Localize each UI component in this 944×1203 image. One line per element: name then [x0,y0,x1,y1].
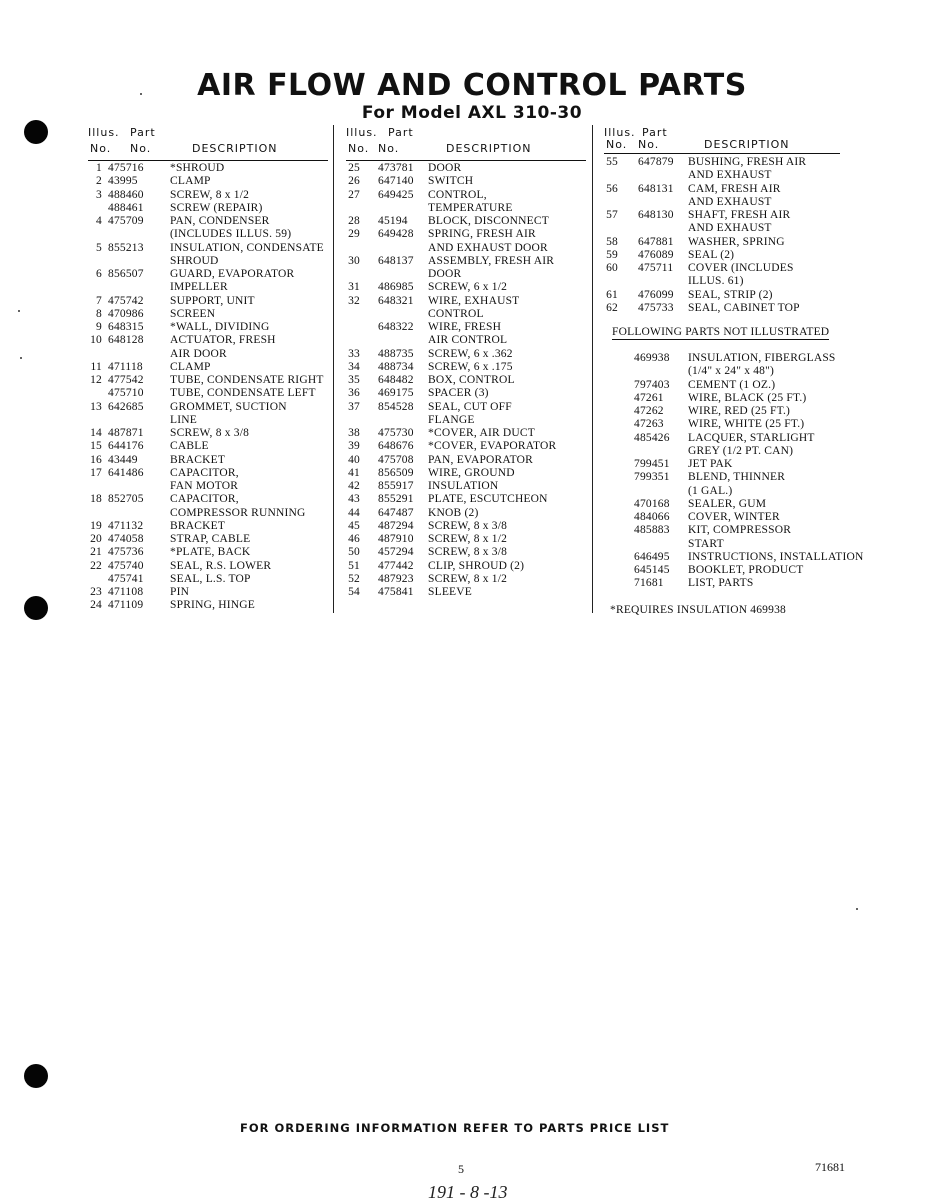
illus-number: 44 [348,506,360,519]
illus-number: 10 [90,334,102,347]
part-number: 856509 [378,466,414,479]
illus-number: 4 [96,215,102,227]
header-no: No. [606,138,628,151]
part-description: STRAP, CABLE [170,533,251,545]
part-number: 644176 [108,440,144,453]
part-description: SHAFT, FRESH AIR [688,209,791,221]
part-description: CLIP, SHROUD (2) [428,559,525,572]
part-number: 488460 [108,188,144,201]
part-description: WIRE, FRESH [428,321,502,333]
part-description: PAN, EVAPORATOR [428,453,534,466]
part-description: TUBE, CONDENSATE LEFT [170,387,316,400]
part-number: 475741 [108,572,144,585]
part-description: COVER, WINTER [688,511,780,523]
part-number: 649428 [378,228,414,241]
header-part: Part [642,126,668,139]
part-description: WIRE, RED (25 FT.) [688,405,791,417]
header-no: No. [90,142,112,155]
part-description: FAN MOTOR [170,480,239,492]
part-number: 645145 [634,564,670,576]
illus-number: 54 [348,586,360,598]
part-number: 797403 [634,378,670,391]
part-number: 43995 [108,175,138,188]
part-description: *SHROUD [170,162,225,174]
part-number: 799451 [634,458,670,470]
part-description: GUARD, EVAPORATOR [170,268,295,280]
part-number: 648482 [378,374,414,386]
part-description: BLEND, THINNER [688,471,786,484]
part-description: PLATE, ESCUTCHEON [428,493,548,506]
illus-number: 38 [348,427,360,439]
illus-number: 26 [348,175,360,188]
illus-number: 12 [90,374,102,386]
illus-number: 15 [90,440,102,453]
part-number: 473781 [378,162,414,174]
part-description: SCREEN [170,307,216,320]
illus-number: 11 [90,360,102,373]
part-description: SCREW, 8 x 1/2 [428,572,508,585]
header-description: DESCRIPTION [446,142,532,155]
part-description: SCREW, 8 x 1/2 [170,188,250,201]
part-description: *WALL, DIVIDING [170,321,270,333]
part-number: 648130 [638,209,674,221]
header-rule [346,160,586,161]
part-description: INSTRUCTIONS, INSTALLATION [688,550,864,563]
header-illus: Illus. [604,126,636,139]
part-description: COMPRESSOR RUNNING [170,506,306,519]
illus-number: 13 [90,400,102,413]
header-rule [604,153,840,154]
not-illustrated-heading: FOLLOWING PARTS NOT ILLUSTRATED [612,326,830,338]
illus-number: 14 [90,427,102,439]
part-number: 476089 [638,248,674,261]
part-description: BUSHING, FRESH AIR [688,156,807,168]
part-number: 642685 [108,400,144,413]
part-number: 648131 [638,182,674,195]
part-description: DOOR [428,162,462,174]
part-number: 648137 [378,254,414,267]
illus-number: 19 [90,519,102,532]
illus-number: 45 [348,519,360,532]
speck [18,310,20,312]
part-description: LINE [170,413,197,426]
part-description: KIT, COMPRESSOR [688,524,792,537]
part-number: 647140 [378,175,414,188]
part-description: COVER (INCLUDES [688,262,794,274]
illus-number: 22 [90,559,102,572]
speck [856,908,858,910]
part-description: LACQUER, STARLIGHT [688,431,815,444]
illus-number: 58 [606,235,618,248]
binder-hole-middle [24,596,48,620]
header-description: DESCRIPTION [704,138,790,151]
part-description: AND EXHAUST DOOR [428,241,548,254]
part-description: TUBE, CONDENSATE RIGHT [170,374,324,386]
illus-number: 46 [348,533,360,545]
part-number: 854528 [378,400,414,413]
part-description: *PLATE, BACK [170,546,251,559]
parts-column-1 [88,126,328,612]
illus-number: 34 [348,360,360,373]
part-number: 647879 [638,156,674,168]
part-description: SPRING, FRESH AIR [428,228,536,241]
part-number: 475710 [108,387,144,400]
part-number: 470986 [108,307,144,320]
illus-number: 51 [348,559,360,572]
illus-number: 37 [348,400,360,413]
part-description: INSULATION [428,480,499,492]
part-description: AND EXHAUST [688,222,772,235]
illus-number: 36 [348,387,360,400]
part-description: SCREW (REPAIR) [170,201,263,214]
illus-number: 2 [96,175,102,188]
column-divider [333,125,334,613]
part-number: 47262 [634,405,664,417]
part-number: 474058 [108,533,144,545]
header-rule [88,160,328,161]
part-number: 488734 [378,360,414,373]
part-description: SWITCH [428,175,474,188]
part-number: 647881 [638,235,674,248]
part-number: 71681 [634,577,664,590]
part-description: CAM, FRESH AIR [688,182,781,195]
header-description: DESCRIPTION [192,142,278,155]
part-description: START [688,537,724,550]
illus-number: 7 [96,294,102,307]
part-description: LIST, PARTS [688,577,754,590]
part-number: 477542 [108,374,144,386]
part-number: 475716 [108,162,144,174]
part-number: 799351 [634,471,670,484]
part-number: 475733 [638,301,674,314]
illus-number: 55 [606,156,618,168]
part-number: 856507 [108,268,144,280]
illus-number: 9 [96,321,102,333]
part-description: INSULATION, FIBERGLASS [688,352,836,364]
part-description: SEAL, CUT OFF [428,400,512,413]
part-number: 43449 [108,453,138,466]
part-number: 477442 [378,559,414,572]
part-number: 852705 [108,493,144,506]
illus-number: 16 [90,453,102,466]
part-description: (1 GAL.) [688,484,733,497]
part-number: 486985 [378,281,414,294]
part-number: 485883 [634,524,670,537]
part-number: 475708 [378,453,414,466]
part-description: CAPACITOR, [170,466,239,479]
part-description: BRACKET [170,453,226,466]
part-description: SEAL (2) [688,248,735,261]
part-number: 641486 [108,466,144,479]
illus-number: 62 [606,301,618,314]
illus-number: 42 [348,480,360,492]
header-part: Part [130,126,156,139]
part-description: BRACKET [170,519,226,532]
part-number: 475730 [378,427,414,439]
part-description: SEAL, CABINET TOP [688,301,800,314]
part-description: AIR CONTROL [428,334,508,347]
part-description: AND EXHAUST [688,195,772,208]
part-description: DOOR [428,268,462,280]
part-number: 488461 [108,201,144,214]
part-description: SCREW, 8 x 3/8 [170,427,250,439]
part-number: 471132 [108,519,144,532]
document-number: 71681 [815,1160,845,1174]
part-description: INSULATION, CONDENSATE [170,241,324,254]
page-subtitle: For Model AXL 310-30 [361,103,583,123]
page-title: AIR FLOW AND CONTROL PARTS [197,68,747,103]
part-description: BOX, CONTROL [428,374,515,386]
part-description: GROMMET, SUCTION [170,400,287,413]
illus-number: 1 [96,162,102,174]
part-description: SEAL, L.S. TOP [170,572,251,585]
part-number: 646495 [634,550,670,563]
part-description: *COVER, EVAPORATOR [428,440,557,453]
part-number: 475711 [638,262,674,274]
part-description: SEALER, GUM [688,497,767,510]
part-number: 469175 [378,387,414,400]
part-description: ILLUS. 61) [688,275,744,288]
part-number: 47263 [634,418,664,431]
part-description: AND EXHAUST [688,169,772,182]
part-description: CABLE [170,440,209,453]
header-part-no: No. [638,138,660,151]
illus-number: 41 [348,466,360,479]
part-description: SPRING, HINGE [170,599,256,612]
header-part-no: No. [130,142,152,155]
part-number: 855291 [378,493,414,506]
part-description: SCREW, 8 x 1/2 [428,533,508,545]
part-description: WIRE, GROUND [428,466,515,479]
part-description: SCREW, 6 x .175 [428,360,513,373]
part-number: 484066 [634,511,670,523]
part-number: 487910 [378,533,414,545]
part-description: WIRE, BLACK (25 FT.) [688,391,807,404]
column-header [346,126,586,160]
part-number: 475736 [108,546,144,559]
part-number: 475841 [378,586,414,598]
part-number: 457294 [378,546,414,559]
part-number: 648321 [378,294,414,307]
part-number: 475740 [108,559,144,572]
requires-insulation-note: *REQUIRES INSULATION 469938 [610,604,786,616]
column-header [604,126,844,160]
illus-number: 33 [348,347,360,360]
part-description: PAN, CONDENSER [170,215,270,227]
handwritten-note: 191 - 8 -13 [428,1182,508,1202]
part-description: IMPELLER [170,281,228,294]
illus-number: 56 [606,182,618,195]
illus-number: 57 [606,209,618,221]
speck [20,357,22,359]
part-description: KNOB (2) [428,506,479,519]
part-description: JET PAK [688,458,733,470]
part-description: CONTROL [428,307,484,320]
part-number: 648676 [378,440,414,453]
illus-number: 60 [606,262,618,274]
parts-column-3 [604,126,844,314]
part-description: AIR DOOR [170,347,227,360]
part-description: CONTROL, [428,188,487,201]
illus-number: 39 [348,440,360,453]
part-number: 470168 [634,497,670,510]
illus-number: 8 [96,307,102,320]
illus-number: 61 [606,288,618,301]
part-description: TEMPERATURE [428,201,513,214]
part-description: SCREW, 6 x 1/2 [428,281,508,294]
illus-number: 6 [96,268,102,280]
illus-number: 30 [348,254,360,267]
part-description: WIRE, WHITE (25 FT.) [688,418,805,431]
part-number: 475709 [108,215,144,227]
header-illus: Illus. [346,126,378,139]
part-number: 471118 [108,360,143,373]
part-number: 471109 [108,599,144,612]
illus-number: 50 [348,546,360,559]
part-number: 648322 [378,321,414,333]
part-description: BLOCK, DISCONNECT [428,215,549,227]
part-description: SPACER (3) [428,387,489,400]
part-description: CAPACITOR, [170,493,239,506]
part-number: 487294 [378,519,414,532]
part-number: 487871 [108,427,144,439]
illus-number: 23 [90,586,102,598]
illus-number: 52 [348,572,360,585]
part-description: WASHER, SPRING [688,235,785,248]
part-number: 648128 [108,334,144,347]
header-part: Part [388,126,414,139]
part-description: SLEEVE [428,586,472,598]
part-description: SUPPORT, UNIT [170,294,255,307]
part-description: SCREW, 6 x .362 [428,347,513,360]
part-description: WIRE, EXHAUST [428,294,520,307]
part-description: ACTUATOR, FRESH [170,334,276,347]
binder-hole-bottom [24,1064,48,1088]
illus-number: 21 [90,546,102,559]
part-number: 47261 [634,391,664,404]
part-number: 648315 [108,321,144,333]
illus-number: 29 [348,228,360,241]
illus-number: 5 [96,241,102,254]
ordering-info-note: FOR ORDERING INFORMATION REFER TO PARTS PRICE LIST [240,1121,670,1135]
illus-number: 43 [348,493,360,506]
page-number: 5 [458,1162,464,1176]
part-description: ASSEMBLY, FRESH AIR [428,254,555,267]
part-number: 855213 [108,241,144,254]
part-description: (1/4" x 24" x 48") [688,365,775,378]
header-illus: Illus. [88,126,120,139]
header-part-no: No. [378,142,400,155]
part-number: 469938 [634,352,670,364]
part-description: SEAL, R.S. LOWER [170,559,272,572]
illus-number: 17 [90,466,102,479]
part-description: GREY (1/2 PT. CAN) [688,444,794,457]
column-divider [592,125,593,613]
illus-number: 20 [90,533,102,545]
illus-number: 18 [90,493,102,506]
illus-number: 31 [348,281,360,294]
part-description: SEAL, STRIP (2) [688,288,773,301]
part-description: SCREW, 8 x 3/8 [428,519,508,532]
part-description: SHROUD [170,254,219,267]
illus-number: 59 [606,248,618,261]
part-number: 475742 [108,294,144,307]
part-number: 476099 [638,288,674,301]
column-header [88,126,328,160]
part-number: 471108 [108,586,144,598]
header-no: No. [348,142,370,155]
part-description: CLAMP [170,360,211,373]
part-description: BOOKLET, PRODUCT [688,564,804,576]
part-number: 45194 [378,215,408,227]
illus-number: 28 [348,215,360,227]
part-description: *COVER, AIR DUCT [428,427,536,439]
part-description: CLAMP [170,175,211,188]
part-number: 855917 [378,480,414,492]
illus-number: 3 [96,188,102,201]
illus-number: 32 [348,294,360,307]
illus-number: 40 [348,453,360,466]
illus-number: 27 [348,188,360,201]
illus-number: 25 [348,162,360,174]
part-description: SCREW, 8 x 3/8 [428,546,508,559]
part-description: PIN [170,586,190,598]
part-number: 649425 [378,188,414,201]
part-number: 485426 [634,431,670,444]
parts-column-2 [346,126,586,598]
binder-hole-top [24,120,48,144]
part-number: 487923 [378,572,414,585]
part-number: 647487 [378,506,414,519]
illus-number: 24 [90,599,102,612]
part-description: (INCLUDES ILLUS. 59) [170,228,292,241]
part-number: 488735 [378,347,414,360]
illus-number: 35 [348,374,360,386]
part-description: CEMENT (1 OZ.) [688,378,776,391]
part-description: FLANGE [428,413,475,426]
